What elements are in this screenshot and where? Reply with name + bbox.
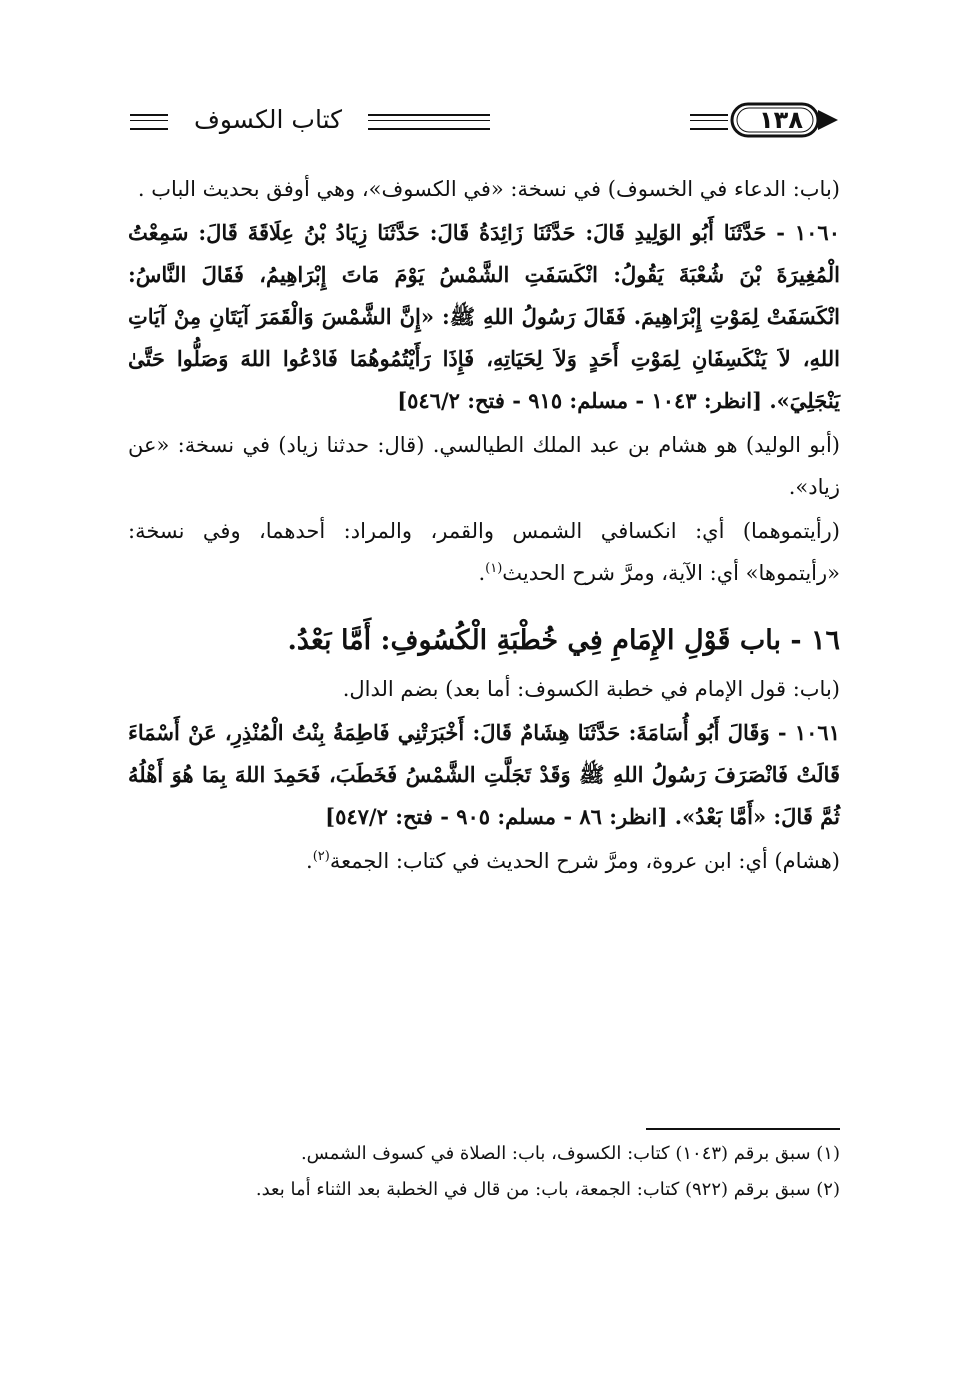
footnote-divider bbox=[646, 1128, 840, 1130]
footnote-ref[interactable]: (٢) bbox=[312, 849, 330, 864]
commentary-paragraph: (رأيتموهما) أي: انكسافي الشمس والقمر، والمراد: أحدهما، وفي نسخة: «رأيتموها» أي: الآية، ومرَّ شرح الحديث$^{(١)}$. bbox=[128, 519, 840, 585]
commentary-text: (رأيتموهما) أي: انكسافي الشمس والقمر، والمراد: أحدهما، وفي نسخة: «رأيتموها» أي: الآية، ومرَّ شرح الحديث bbox=[128, 519, 840, 585]
main-text bbox=[128, 168, 840, 884]
footnote-1: (١) سبق برقم (١٠٤٣) كتاب: الكسوف، باب: الصلاة في كسوف الشمس. bbox=[300, 1143, 840, 1164]
footnotes bbox=[128, 1136, 840, 1208]
header-ornament-rule bbox=[368, 114, 490, 130]
hadith-1060: ١٠٦٠ - حَدَّثَنَا أَبُو الوَلِيدِ قَالَ: حَدَّثَنَا زَائِدَةُ قَالَ: حَدَّثَنَا زِيَادُ بْنُ عِلَاقَةَ قَالَ: سَمِعْتُ الْمُغِيرَةَ بْنَ شُعْبَةَ يَقُولُ: انْكَسَفَتِ الشَّمْسُ يَوْمَ مَاتَ إِبْرَاهِيمُ، فَقَالَ النَّاسُ: انْكَسَفَتْ لِمَوْتِ إِبْرَاهِيمَ. فَقَالَ رَسُولُ اللهِ ﷺ: «إِنَّ الشَّمْسَ وَالْقَمَرَ آيَتَانِ مِنْ آيَاتِ اللهِ، لاَ يَنْكَسِفَانِ لِمَوْتِ أَحَدٍ وَلاَ لِحَيَاتِهِ، فَإِذَا رَأَيْتُمُوهُمَا فَادْعُوا اللهَ وَصَلُّوا حَتَّىٰ يَنْجَلِيَ». [انظر: ١٠٤٣ - مسلم: ٩١٥ - فتح: ٥٤٦/٢] bbox=[128, 220, 840, 413]
page-header bbox=[130, 100, 840, 144]
commentary-paragraph: (باب: الدعاء في الخسوف) في نسخة: «في الكسوف»، وهي أوفق بحديث الباب . bbox=[137, 177, 840, 201]
header-ornament-right bbox=[690, 114, 728, 130]
footnote-ref[interactable]: (١) bbox=[485, 561, 503, 576]
commentary-text: (هشام) أي: ابن عروة، ومرَّ شرح الحديث في كتاب: الجمعة bbox=[329, 849, 840, 873]
section-heading: ١٦ - باب قَوْلِ الإِمَامِ فِي خُطْبَةِ الْكُسُوفِ: أَمَّا بَعْدُ. bbox=[287, 625, 840, 656]
page-number-badge bbox=[730, 102, 840, 138]
commentary-paragraph: (أبو الوليد) هو هشام بن عبد الملك الطيالسي. (قال: حدثنا زياد) في نسخة: «عن زياد». bbox=[128, 433, 840, 499]
book-title: كتاب الكسوف bbox=[193, 105, 343, 134]
page-number: ١٣٨ bbox=[759, 106, 803, 134]
header-ornament-left bbox=[130, 114, 168, 130]
commentary-paragraph: (باب: قول الإمام في خطبة الكسوف: أما بعد) بضم الدال. bbox=[342, 677, 840, 701]
commentary-paragraph: (هشام) أي: ابن عروة، ومرَّ شرح الحديث في كتاب: الجمعة$^{(٢)}$. bbox=[306, 849, 840, 873]
footnote-2: (٢) سبق برقم (٩٢٢) كتاب: الجمعة، باب: من قال في الخطبة بعد الثناء أما بعد. bbox=[255, 1179, 840, 1200]
hadith-1061: ١٠٦١ - وَقَالَ أَبُو أُسَامَةَ: حَدَّثَنَا هِشَامٌ قَالَ: أَخْبَرَتْنِي فَاطِمَةُ بِنْتُ الْمُنْذِرِ، عَنْ أَسْمَاءَ قَالَتْ فَانْصَرَفَ رَسُولُ اللهِ ﷺ وَقَدْ تَجَلَّتِ الشَّمْسُ فَخَطَبَ، فَحَمِدَ اللهَ بِمَا هُوَ أَهْلُهُ ثُمَّ قَالَ: «أَمَّا بَعْدُ». [انظر: ٨٦ - مسلم: ٩٠٥ - فتح: ٥٤٧/٢] bbox=[128, 720, 840, 829]
